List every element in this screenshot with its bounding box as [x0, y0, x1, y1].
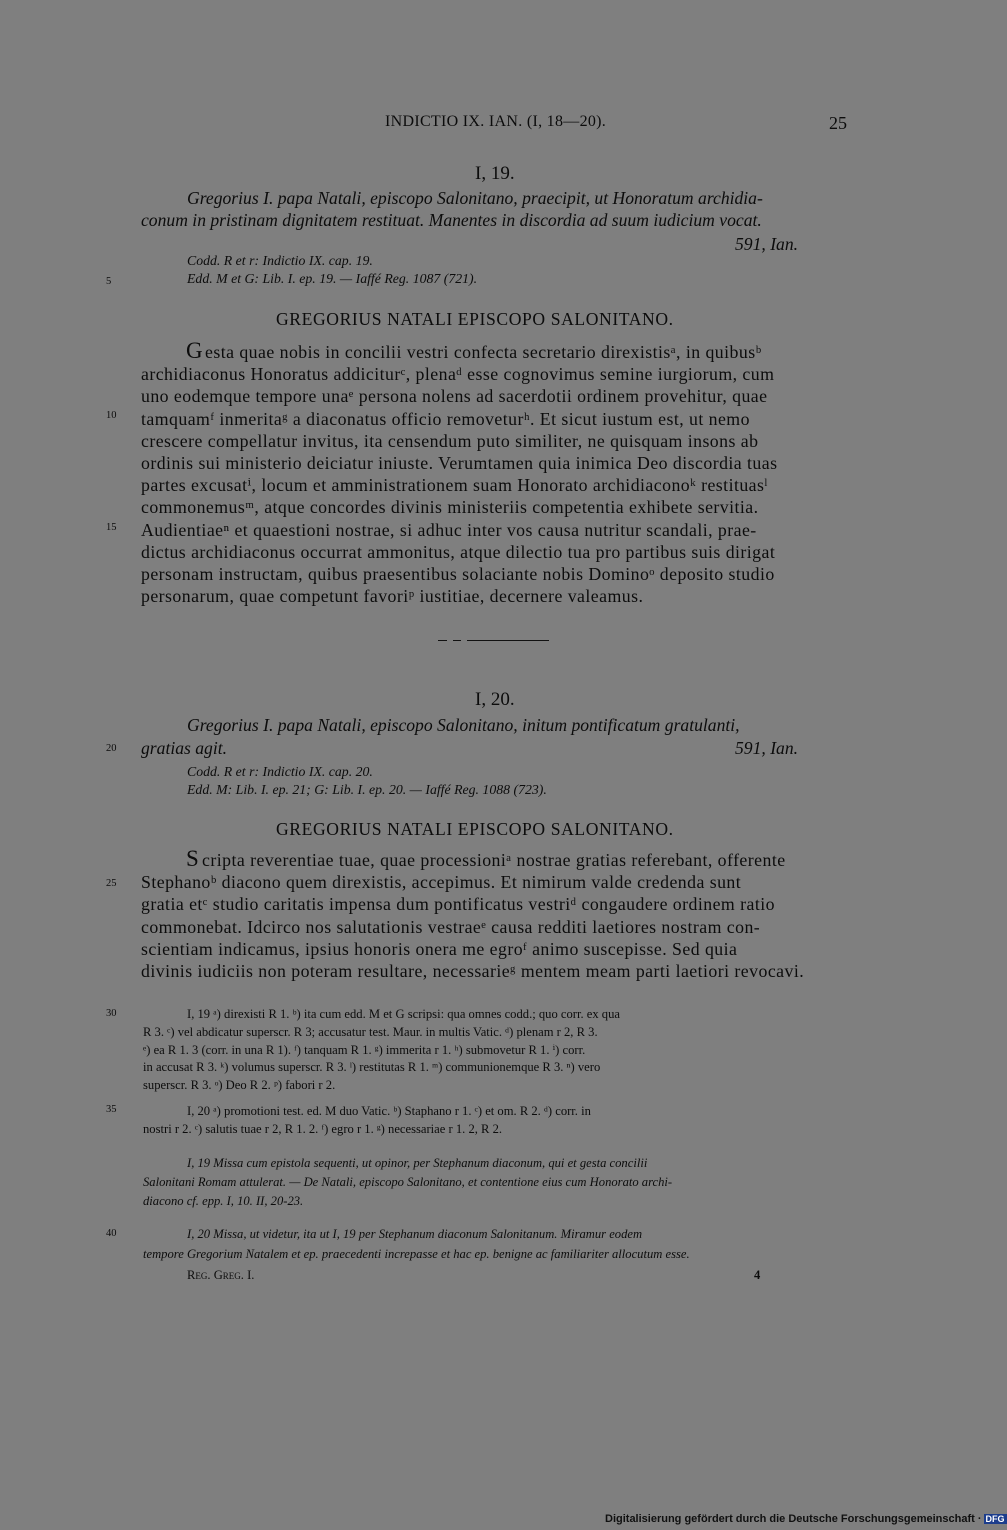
- codices-line: Codd. R et r: Indictio IX. cap. 19.: [187, 253, 373, 268]
- text-line: Salonitani Romam attulerat. — De Natali, episcopo Salonitano, et contentione eius cum Honorato archi-: [143, 1175, 673, 1190]
- text-line: diacono cf. epp. I, 10. II, 20-23.: [143, 1194, 304, 1209]
- text-line: in accusat R 3. ᵏ) volumus superscr. R 3. ˡ) restitutas R 1. ᵐ) communionemque R 3. ⁿ) vero: [143, 1060, 601, 1075]
- signature-mark: Reg. Greg. I.: [187, 1268, 255, 1282]
- line-number: 5: [106, 276, 112, 287]
- text-line: ordinis sui ministerio deiciatur iniuste. Verumtamen quia inimica Deo discordia tuas: [141, 453, 778, 473]
- letter-summary-line: gratias agit.: [141, 738, 228, 758]
- line-number: 10: [106, 410, 117, 421]
- letter-date: 591, Ian.: [735, 738, 799, 758]
- text-line: I, 20 Missa, ut videtur, ita ut I, 19 per Stephanum diaconum Salonitanum. Miramur eodem: [187, 1227, 643, 1241]
- text-line: nostri r 2. ᶜ) salutis tuae r 2, R 1. 2. ᶠ) egro r 1. ᵍ) necessariae r 1. 2, R 2.: [143, 1122, 503, 1136]
- separator-rule: [467, 640, 549, 641]
- letter-number: I, 19.: [475, 163, 515, 184]
- funding-footer: [605, 1513, 1007, 1525]
- initial-letter: S: [186, 846, 200, 871]
- text-line: partes excusatⁱ, locum et amministrationem suam Honorato archidiaconoᵏ restituasˡ: [141, 475, 768, 496]
- text-line: divinis iudiciis non poteram resultare, necessarieᵍ mentem meam parti laetiori revocavi.: [141, 961, 805, 981]
- editions-line: Edd. M et G: Lib. I. ep. 19. — Iaffé Reg. 1087 (721).: [187, 271, 478, 286]
- line-number: 40: [106, 1228, 117, 1239]
- text-line: scientiam indicamus, ipsius honoris onera me egroᶠ animo suscepisse. Sed quia: [141, 938, 738, 959]
- letter-date: 591, Ian.: [735, 234, 799, 254]
- text-line: personarum, quae competunt favoriᵖ iustitiae, decernere valeamus.: [141, 586, 644, 607]
- signature-number: 4: [754, 1268, 761, 1282]
- text-line: tamquamᶠ inmeritaᵍ a diaconatus officio removeturʰ. Et sicut iustum est, ut nemo: [141, 408, 750, 429]
- letter-summary-line: Gregorius I. papa Natali, episcopo Salonitano, praecipit, ut Honoratum archidia-: [187, 188, 763, 208]
- codices-line: Codd. R et r: Indictio IX. cap. 20.: [187, 764, 373, 779]
- letter-number: I, 20.: [475, 689, 515, 710]
- text-line: superscr. R 3. ᵒ) Deo R 2. ᵖ) fabori r 2.: [143, 1077, 336, 1092]
- footer-text: Digitalisierung gefördert durch die Deutsche Forschungsgemeinschaft ·: [605, 1513, 982, 1525]
- initial-letter: G: [186, 338, 204, 363]
- text-line: crescere compellatur invitus, ita censendum puto similiter, ne quisquam insons ab: [141, 430, 759, 451]
- text-line: personam instructam, quibus praesentibus solaciante nobis Dominoᵒ deposito studio: [141, 564, 775, 584]
- text-line: I, 20 ᵃ) promotioni test. ed. M duo Vatic. ᵇ) Staphano r 1. ᶜ) et om. R 2. ᵈ) corr. in: [187, 1104, 591, 1118]
- text-line: Audientiaeⁿ et quaestioni nostrae, si adhuc inter vos causa nutritur scandali, prae-: [141, 519, 757, 540]
- line-number: 20: [106, 743, 117, 754]
- text-line: uno eodemque tempore unaᵉ persona nolens ad sacerdotii ordinem provehitur, quae: [141, 386, 768, 407]
- running-title: INDICTIO IX. IAN. (I, 18—20).: [385, 113, 607, 130]
- text-line: tempore Gregorium Natalem et ep. praecedenti increpasse et hac ep. benigne ac familiariter allocutum esse.: [143, 1247, 690, 1261]
- editions-line: Edd. M: Lib. I. ep. 21; G: Lib. I. ep. 20. — Iaffé Reg. 1088 (723).: [187, 782, 547, 797]
- text-line: Stephanoᵇ diacono quem direxistis, accepimus. Et nimirum valde credenda sunt: [141, 872, 742, 893]
- line-number: 15: [106, 522, 117, 533]
- line-number: 25: [106, 878, 117, 889]
- dfg-logo: DFG: [985, 1514, 1005, 1525]
- separator-rule: [438, 640, 447, 641]
- text-line: cripta reverentiae tuae, quae processioniᵃ nostrae gratias referebant, offerente: [202, 850, 786, 870]
- letter-title: GREGORIUS NATALI EPISCOPO SALONITANO.: [276, 819, 674, 839]
- text-line: dictus archidiaconus occurrat ammonitus, atque dilectio tua pro partibus suis dirigat: [141, 541, 776, 562]
- line-number: 30: [106, 1008, 117, 1019]
- text-line: gratia etᶜ studio caritatis impensa dum pontificatus vestriᵈ congaudere ordinem ratio: [141, 894, 775, 915]
- text-line: R 3. ᶜ) vel abdicatur superscr. R 3; accusatur test. Maur. in multis Vatic. ᵈ) plenam r 2, R 3.: [143, 1024, 598, 1039]
- page-number: 25: [829, 113, 847, 133]
- text-line: I, 19 Missa cum epistola sequenti, ut opinor, per Stephanum diaconum, qui et gesta concilii: [187, 1156, 648, 1170]
- text-line: commonebat. Idcirco nos salutationis vestraeᵉ causa redditi laetiores nostram con-: [141, 916, 761, 937]
- letter-summary-line: Gregorius I. papa Natali, episcopo Salonitano, initum pontificatum gratulanti,: [187, 715, 740, 735]
- separator-rule: [453, 640, 461, 641]
- text-line: I, 19 ᵃ) direxisti R 1. ᵇ) ita cum edd. M et G scripsi: qua omnes codd.; quo corr. ex qua: [187, 1007, 620, 1021]
- text-line: ᵉ) ea R 1. 3 (corr. in una R 1). ᶠ) tanquam R 1. ᵍ) immerita r 1. ʰ) submovetur R 1. ⁱ) corr.: [143, 1043, 586, 1058]
- letter-summary-line: conum in pristinam dignitatem restituat. Manentes in discordia ad suum iudicium vocat.: [141, 210, 762, 230]
- text-line: archidiaconus Honoratus addiciturᶜ, plenaᵈ esse cognovimus semine iurgiorum, cum: [141, 364, 775, 385]
- text-line: esta quae nobis in concilii vestri confecta secretario direxistisᵃ, in quibusᵇ: [205, 342, 762, 362]
- letter-title: GREGORIUS NATALI EPISCOPO SALONITANO.: [276, 309, 674, 329]
- text-line: commonemusᵐ, atque concordes divinis ministeriis competentia exhibete servitia.: [141, 497, 759, 518]
- line-number: 35: [106, 1104, 117, 1115]
